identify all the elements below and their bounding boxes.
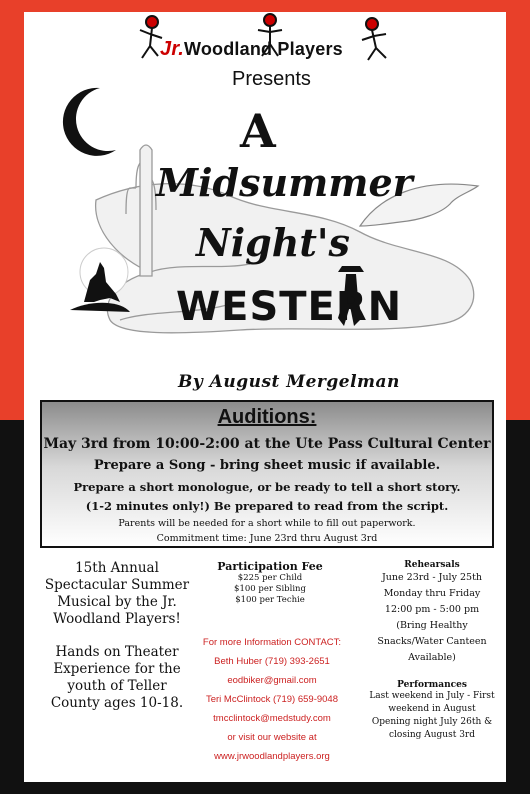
performances-block [362, 680, 502, 742]
rehearsals-snacks: (Bring Healthy Snacks/Water Canteen Available) [377, 620, 487, 663]
auditions-commitment-line: Commitment time: June 23rd thru August 3rd [156, 533, 378, 544]
title-line-4: WESTERN [176, 284, 403, 330]
auditions-date-line: May 3rd from 10:00-2:00 at the Ute Pass Cultural Center [43, 436, 491, 452]
auditions-heading: Auditions: [217, 406, 317, 428]
performances-heading: Performances [397, 680, 467, 690]
contact-block [182, 633, 362, 766]
auditions-song-line: Prepare a Song - bring sheet music if available. [93, 458, 441, 473]
contact-phone-2: Teri McClintock (719) 659-9048 [205, 694, 338, 705]
about-paragraph-2: Hands on Theater Experience for the youth of Teller County ages 10-18. [50, 644, 184, 711]
contact-website-intro: or visit our website at [227, 732, 317, 743]
rehearsals-dates: June 23rd - July 25th [381, 572, 483, 583]
presents-text: Presents [232, 68, 311, 90]
contact-phone-1: Beth Huber (719) 393-2651 [214, 656, 330, 667]
auditions-box [40, 400, 494, 548]
contact-email-1[interactable]: eodbiker@gmail.com [227, 675, 317, 686]
auditions-length-line: (1-2 minutes only!) Be prepared to read from the script. [85, 499, 449, 513]
rehearsals-block [362, 560, 502, 666]
performances-dates: Opening night July 26th & closing August 3rd [371, 717, 493, 740]
title-line-2: Midsummer [156, 160, 413, 205]
about-paragraph-1: 15th Annual Spectacular Summer Musical by the Jr. Woodland Players! [44, 560, 190, 627]
brand-name: Woodland Players [183, 39, 343, 59]
contact-website-link[interactable]: www.jrwoodlandplayers.org [214, 751, 330, 762]
auditions-monologue-line: Prepare a short monologue, or be ready to tell a short story. [73, 480, 461, 494]
fee-heading: Participation Fee [217, 560, 323, 573]
rehearsals-days: Monday thru Friday [383, 588, 481, 599]
title-line-3: Night's [196, 220, 350, 265]
rehearsals-heading: Rehearsals [404, 560, 460, 570]
contact-email-2[interactable]: tmcclintock@medstudy.com [213, 713, 331, 724]
fee-item: $100 per Techie [235, 595, 305, 605]
fee-item: $100 per Sibling [234, 584, 306, 594]
crescent-moon-icon [63, 88, 116, 156]
title-line-1: A [240, 104, 276, 158]
about-column [44, 560, 190, 728]
fee-item: $225 per Child [237, 573, 303, 583]
rehearsals-hours: 12:00 pm - 5:00 pm [384, 604, 480, 615]
brand-prefix: Jr. [160, 38, 184, 60]
participation-fee-block [200, 560, 340, 606]
author-byline: By August Mergelman [178, 372, 400, 392]
performances-weekends: Last weekend in July - First weekend in August [369, 691, 495, 714]
contact-heading: For more Information CONTACT: [202, 637, 342, 648]
auditions-parents-line: Parents will be needed for a short while to fill out paperwork. [118, 518, 416, 529]
brand-logo-text [160, 38, 343, 61]
